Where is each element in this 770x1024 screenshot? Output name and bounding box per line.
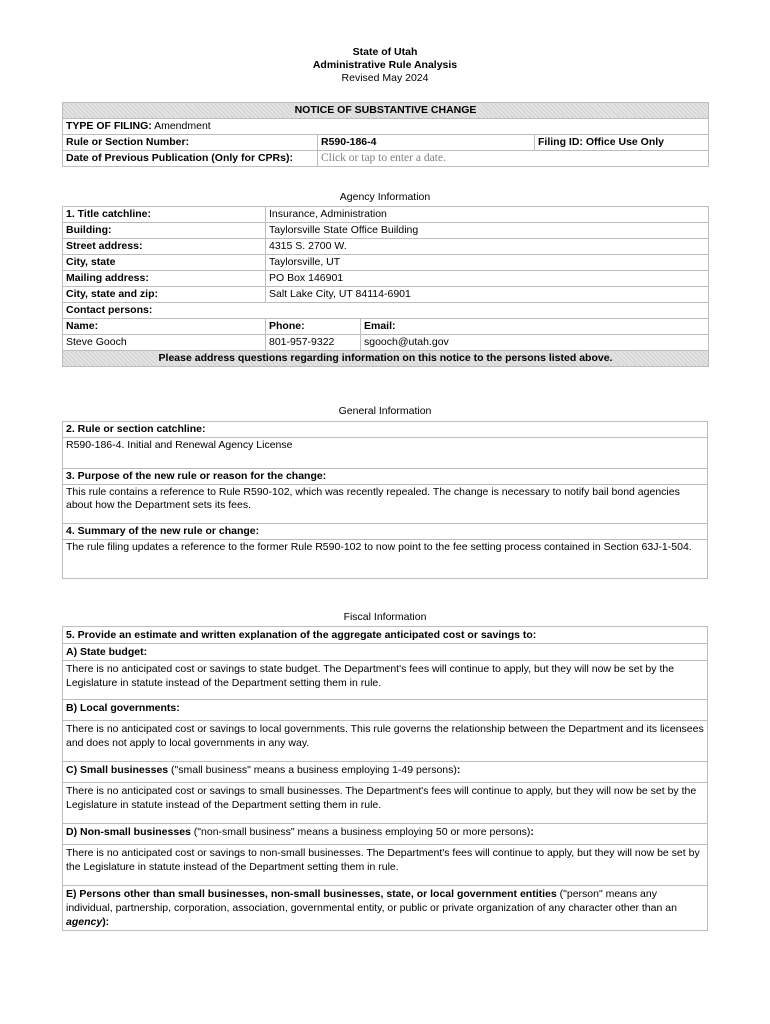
city-state-label: City, state	[63, 255, 266, 271]
fiscal-section-title: Fiscal Information	[343, 611, 427, 623]
revision-date: Revised May 2024	[341, 72, 429, 84]
title-catchline-label: 1. Title catchline:	[63, 207, 266, 223]
street-address-label: Street address:	[63, 239, 266, 255]
local-governments-label: B) Local governments:	[63, 700, 708, 721]
purpose-text[interactable]: This rule contains a reference to Rule R590-102, which was recently repealed. The change is necessary to notify bail bond agencies about how the Department sets its fees.	[63, 485, 708, 524]
mailing-address-value[interactable]: PO Box 146901	[266, 271, 709, 287]
contact-phone-value[interactable]: 801-957-9322	[266, 335, 361, 351]
other-persons-note-end: ):	[102, 916, 110, 928]
non-small-businesses-label-cell: D) Non-small businesses ("non-small business" means a business employing 50 or more persons):	[63, 824, 708, 845]
agency-term: agency	[66, 916, 103, 928]
rule-number-label: Rule or Section Number:	[63, 135, 318, 151]
small-businesses-text[interactable]: There is no anticipated cost or savings to small businesses. The Department's fees will continue to apply, but they will now be set by the Legislature in statute instead of the Department setting them in rule.	[63, 783, 708, 824]
other-persons-label: E) Persons other than small businesses, non-small businesses, state, or local government entities	[66, 888, 557, 900]
previous-publication-label: Date of Previous Publication (Only for CPRs):	[63, 151, 318, 167]
summary-text[interactable]: The rule filing updates a reference to the former Rule R590-102 to now point to the fee setting process contained in Section 63J-1-504.	[63, 540, 708, 579]
non-small-businesses-text[interactable]: There is no anticipated cost or savings to non-small businesses. The Department's fees will continue to apply, but they will now be set by the Legislature in statute instead of the Department setting them in rule.	[63, 845, 708, 886]
building-label: Building:	[63, 223, 266, 239]
city-state-value[interactable]: Taylorsville, UT	[266, 255, 709, 271]
city-state-zip-label: City, state and zip:	[63, 287, 266, 303]
rule-number-value[interactable]: R590-186-4	[318, 135, 535, 151]
street-address-value[interactable]: 4315 S. 2700 W.	[266, 239, 709, 255]
rule-catchline-text[interactable]: R590-186-4. Initial and Renewal Agency License	[63, 438, 708, 469]
agency-section-title: Agency Information	[339, 191, 431, 203]
aggregate-cost-label: 5. Provide an estimate and written explanation of the aggregate anticipated cost or savings to:	[63, 627, 708, 644]
filing-table	[62, 102, 709, 167]
rule-catchline-label: 2. Rule or section catchline:	[63, 422, 708, 438]
contact-email-value[interactable]: sgooch@utah.gov	[361, 335, 709, 351]
summary-label: 4. Summary of the new rule or change:	[63, 524, 708, 540]
state-budget-label: A) State budget:	[63, 644, 708, 661]
non-small-businesses-note: ("non-small business" means a business employing 50 or more persons)	[190, 826, 531, 838]
small-businesses-note: ("small business" means a business employing 1-49 persons)	[168, 764, 457, 776]
contact-persons-label: Contact persons:	[63, 303, 709, 319]
contact-email-header: Email:	[361, 319, 709, 335]
state-title: State of Utah	[352, 46, 418, 58]
purpose-label: 3. Purpose of the new rule or reason for the change:	[63, 469, 708, 485]
contact-name-value[interactable]: Steve Gooch	[63, 335, 266, 351]
type-of-filing-value[interactable]: Amendment	[154, 120, 211, 132]
previous-publication-date-field[interactable]	[318, 151, 709, 167]
date-placeholder: Click or tap to enter a date.	[321, 152, 446, 164]
contact-phone-header: Phone:	[266, 319, 361, 335]
small-businesses-label-cell: C) Small businesses ("small business" means a business employing 1-49 persons):	[63, 762, 708, 783]
building-value[interactable]: Taylorsville State Office Building	[266, 223, 709, 239]
form-title: Administrative Rule Analysis	[312, 59, 458, 71]
document-header	[0, 46, 770, 85]
local-governments-text[interactable]: There is no anticipated cost or savings to local governments. This rule governs the relationship between the Department and its licensees and does not apply to local governments in any way.	[63, 721, 708, 762]
contact-name-header: Name:	[63, 319, 266, 335]
fiscal-table	[62, 626, 708, 931]
title-catchline-value[interactable]: Insurance, Administration	[266, 207, 709, 223]
other-persons-label-cell	[63, 886, 708, 931]
agency-table	[62, 206, 709, 367]
other-persons-note: ("person" means any individual, partnership, corporation, association, governmental entity, or public or private organization of any character other than an	[66, 888, 677, 914]
mailing-address-label: Mailing address:	[63, 271, 266, 287]
general-section-title: General Information	[338, 405, 432, 417]
type-of-filing-row	[63, 119, 709, 135]
non-small-businesses-label: D) Non-small businesses	[66, 826, 191, 838]
contact-note: Please address questions regarding information on this notice to the persons listed above.	[63, 351, 709, 367]
city-state-zip-value[interactable]: Salt Lake City, UT 84114-6901	[266, 287, 709, 303]
filing-id-label: Filing ID: Office Use Only	[535, 135, 709, 151]
type-of-filing-label: TYPE OF FILING:	[66, 120, 152, 132]
general-table	[62, 421, 708, 579]
notice-title: NOTICE OF SUBSTANTIVE CHANGE	[63, 103, 709, 119]
state-budget-text[interactable]: There is no anticipated cost or savings to state budget. The Department's fees will continue to apply, but they will now be set by the Legislature in statute instead of the Department setting them in rule.	[63, 661, 708, 700]
small-businesses-label: C) Small businesses	[66, 764, 169, 776]
